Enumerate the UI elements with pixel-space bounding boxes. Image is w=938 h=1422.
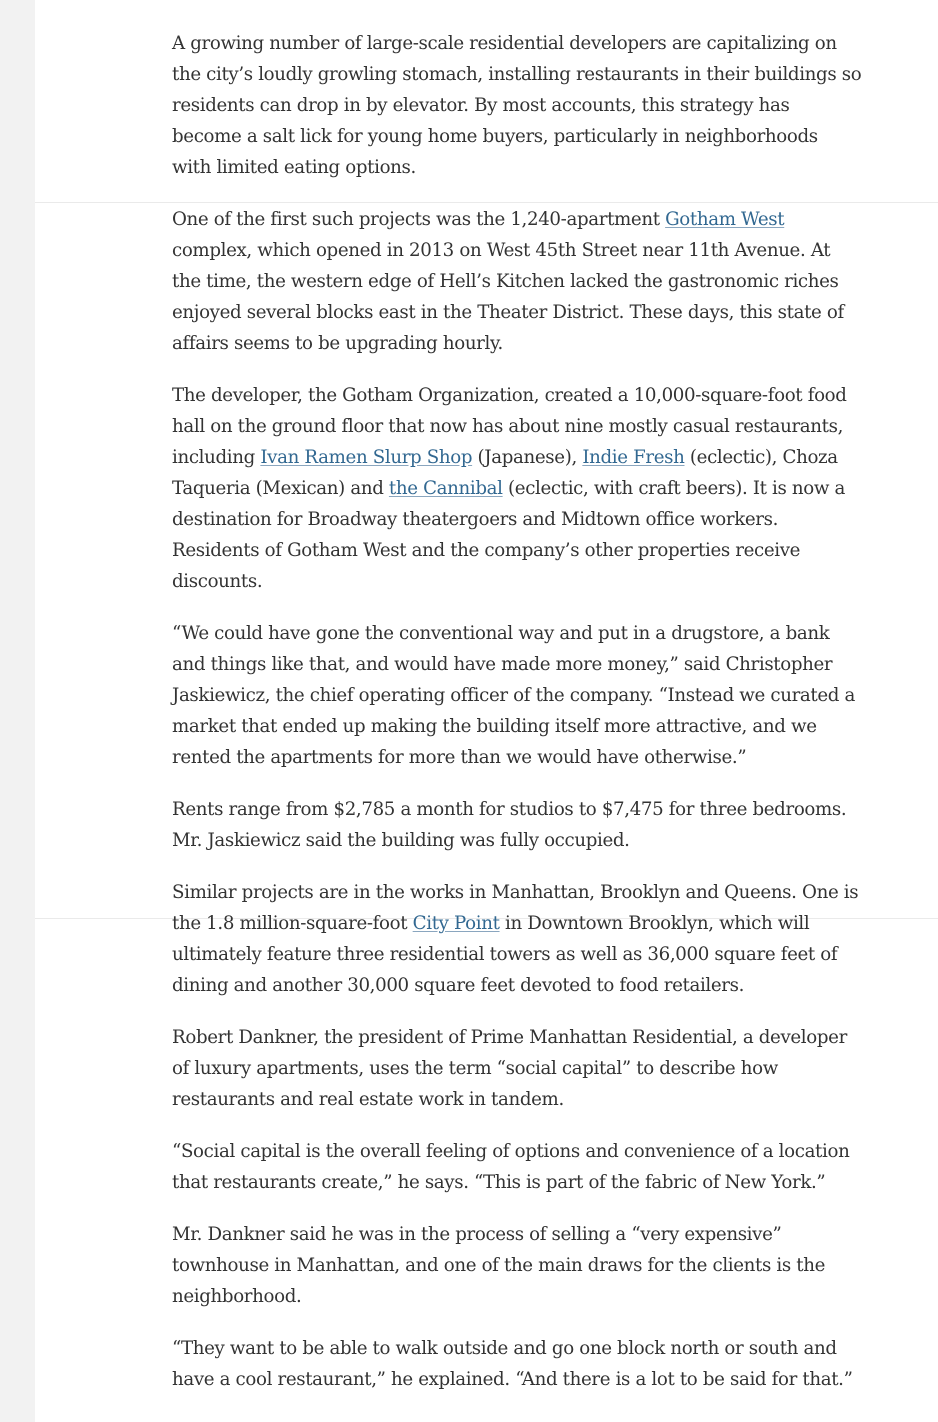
paragraph-6-text: in Downtown Brooklyn, which will ultimately feature three residential towers as well as 36,000 square feet of dining and another 30,000 square feet devoted to food retailers. [172,913,838,996]
link-ivan-ramen-slurp-shop[interactable]: Ivan Ramen Slurp Shop [260,447,473,468]
paragraph-3-text: (Japanese), [472,447,583,468]
link-indie-fresh[interactable]: Indie Fresh [582,447,685,468]
paragraph-6-text: Similar projects are in the works in Manhattan, Brooklyn and Queens. One is the 1.8 million-square-foot [172,882,859,934]
article-body [172,28,862,1416]
paragraph-6 [172,877,862,1001]
paragraph-10: “They want to be able to walk outside and go one block north or south and have a cool restaurant,” he explained. “And there is a lot to be said for that.” [172,1338,853,1390]
paragraph-3-text: (eclectic, with craft beers). It is now a destination for Broadway theatergoers and Midtown office workers. Residents of Gotham West and the company’s other properties receive discounts. [172,478,846,592]
paragraph-4: “We could have gone the conventional way and put in a drugstore, a bank and things like that, and would have made more money,” said Christopher Jaskiewicz, the chief operating officer of the company. “Instead we curated a market that ended up making the building itself more attractive, and we rented the apartments for more than we would have otherwise.” [172,623,855,768]
paragraph-2-text: complex, which opened in 2013 on West 45th Street near 11th Avenue. At the time, the western edge of Hell’s Kitchen lacked the gastronomic riches enjoyed several blocks east in the Theater District. These days, this state of affairs seems to be upgrading hourly. [172,240,844,354]
paragraph-3-text: The developer, the Gotham Organization, created a 10,000-square-foot food hall on the ground floor that now has about nine mostly casual restaurants, including [172,385,847,468]
paragraph-2-text: One of the first such projects was the 1,240-apartment [172,209,666,230]
paragraph-3 [172,380,862,597]
paragraph-3-text: (eclectic), Choza Taqueria (Mexican) and [172,447,838,499]
link-city-point[interactable]: City Point [412,913,500,934]
link-gotham-west[interactable]: Gotham West [665,209,785,230]
link-the-cannibal[interactable]: the Cannibal [388,478,503,499]
paragraph-2 [172,204,862,359]
paragraph-5: Rents range from $2,785 a month for studios to $7,475 for three bedrooms. Mr. Jaskiewicz said the building was fully occupied. [172,799,847,851]
paragraph-8: “Social capital is the overall feeling of options and convenience of a location that restaurants create,” he says. “This is part of the fabric of New York.” [172,1141,850,1193]
paragraph-9: Mr. Dankner said he was in the process of selling a “very expensive” townhouse in Manhattan, and one of the main draws for the clients is the neighborhood. [172,1224,826,1307]
paragraph-1: A growing number of large-scale residential developers are capitalizing on the city’s loudly growling stomach, installing restaurants in their buildings so residents can drop in by elevator. By most accounts, this strategy has become a salt lick for young home buyers, particularly in neighborhoods with limited eating options. [172,33,862,178]
paragraph-7: Robert Dankner, the president of Prime Manhattan Residential, a developer of luxury apartments, uses the term “social capital” to describe how restaurants and real estate work in tandem. [172,1027,847,1110]
